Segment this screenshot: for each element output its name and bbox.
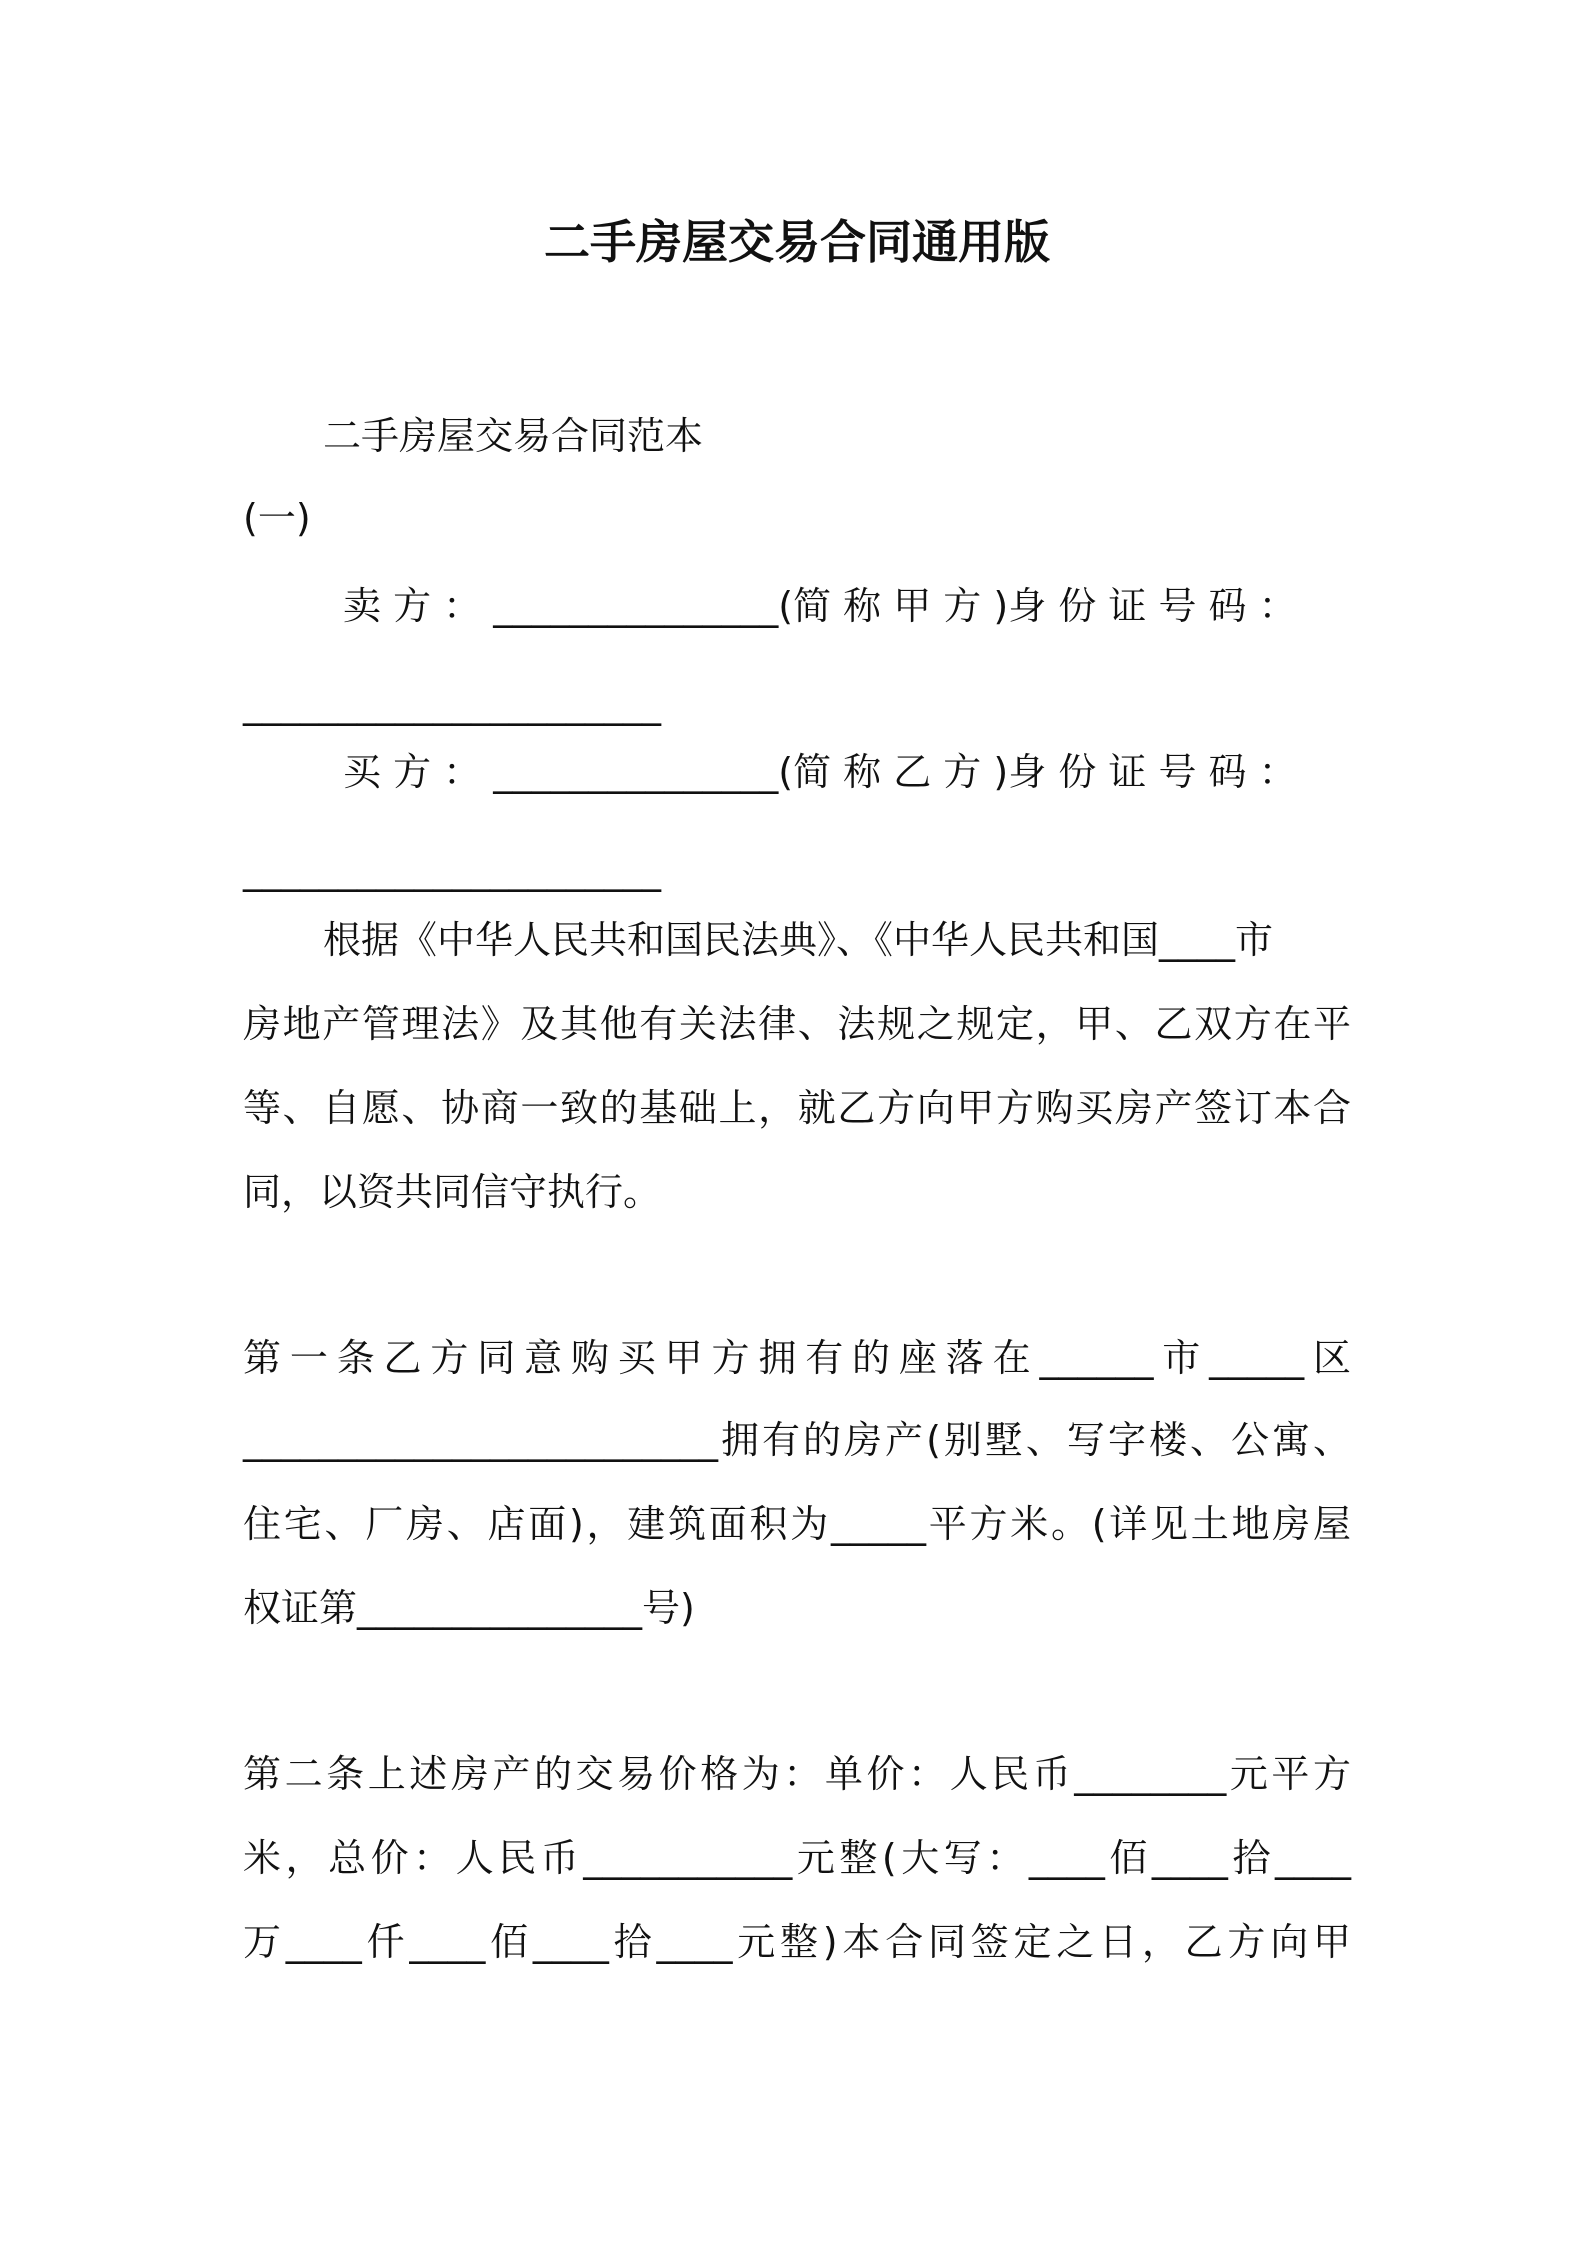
buyer-line: 买 方 ： _______________(简 称 乙 方 )身 份 证 号 码 ：	[343, 750, 1297, 794]
article1-line-3: 住宅、厂房、店面)，建筑面积为_____平方米。(详见土地房屋	[243, 1502, 1351, 1546]
article1-line-1: 第一条乙方同意购买甲方拥有的座落在______市_____区	[243, 1336, 1351, 1380]
seller-line: 卖 方 ： _______________(简 称 甲 方 )身 份 证 号 码 ：	[343, 584, 1297, 628]
article2-line-2: 米，总价：人民币___________元整(大写：____佰____拾____	[243, 1836, 1351, 1880]
preamble-line-1: 根据《中华人民共和国民法典》、《中华人民共和国____市	[323, 918, 1274, 962]
article1-line-2: _________________________拥有的房产(别墅、写字楼、公寓、	[243, 1418, 1351, 1462]
article2-line-1: 第二条上述房产的交易价格为：单价：人民币________元平方	[243, 1752, 1351, 1796]
document-subtitle: 二手房屋交易合同范本	[323, 414, 704, 458]
preamble-line-4: 同，以资共同信守执行。	[243, 1170, 662, 1214]
article1-line-4: 权证第_______________号)	[243, 1586, 695, 1630]
document-title: 二手房屋交易合同通用版	[544, 215, 1050, 269]
seller-id-blank: ______________________	[243, 682, 661, 726]
preamble-line-3: 等、自愿、协商一致的基础上，就乙方向甲方购买房产签订本合	[243, 1086, 1351, 1130]
article2-line-3: 万____仟____佰____拾____元整)本合同签定之日，乙方向甲	[243, 1920, 1351, 1964]
section-marker: (一)	[243, 496, 311, 540]
buyer-id-blank: ______________________	[243, 848, 661, 892]
preamble-line-2: 房地产管理法》及其他有关法律、法规之规定，甲、乙双方在平	[243, 1002, 1351, 1046]
